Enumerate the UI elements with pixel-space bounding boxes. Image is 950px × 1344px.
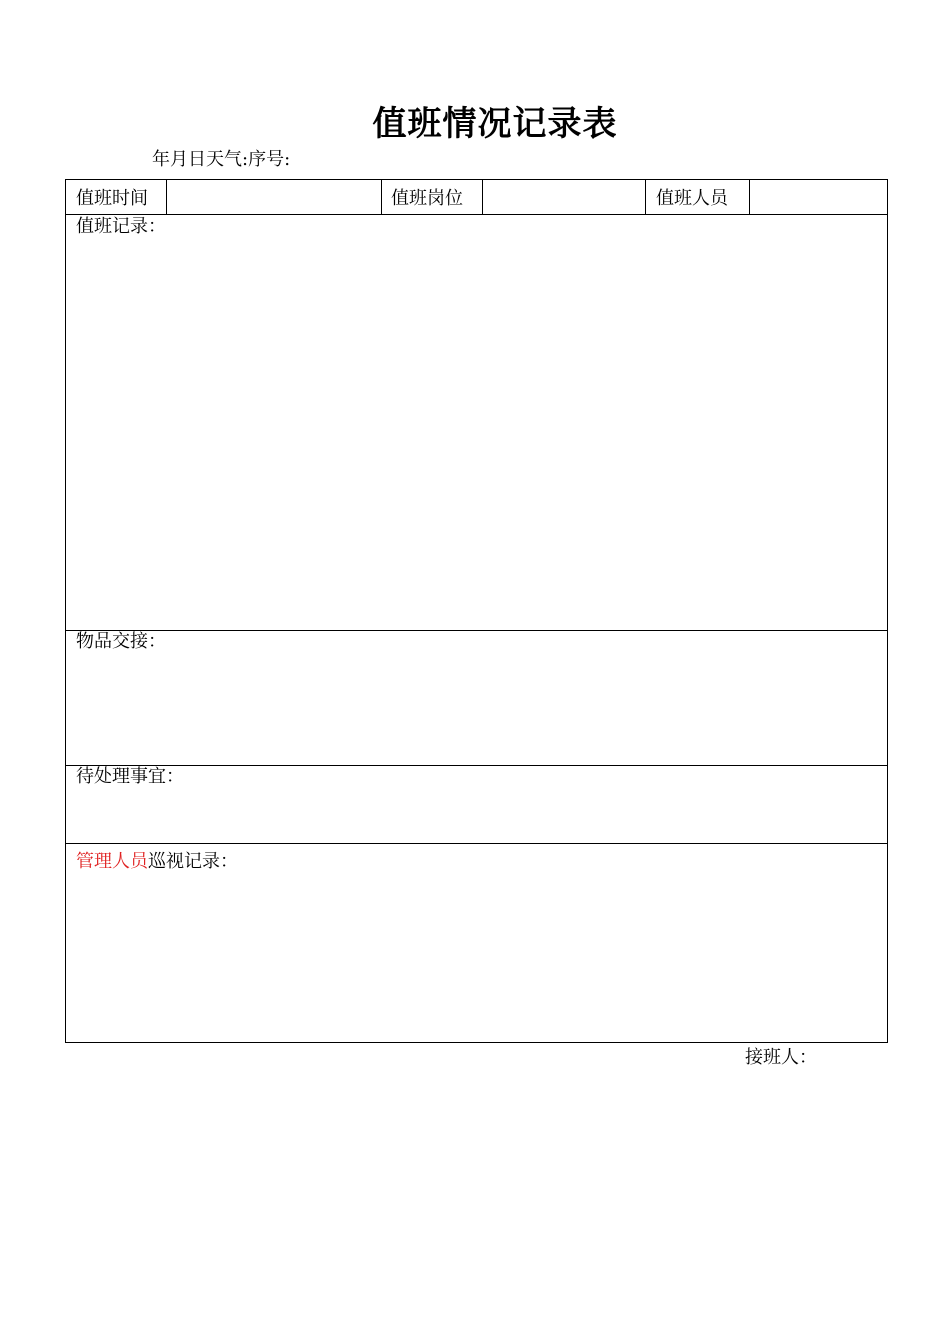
duty-post-label: 值班岗位 (391, 188, 463, 209)
pending-matters-area[interactable] (66, 791, 887, 843)
patrol-manager-label: 管理人员 (76, 851, 148, 872)
handover-area[interactable] (66, 656, 887, 765)
row-divider (66, 765, 887, 766)
patrol-record-label (76, 850, 238, 874)
handover-label: 物品交接： (76, 631, 166, 652)
row-divider (66, 843, 887, 844)
row-divider (66, 630, 887, 631)
pending-matters-label: 待处理事宜： (76, 766, 184, 787)
patrol-record-label-text: 巡视记录： (148, 851, 238, 872)
duty-record-area[interactable] (66, 240, 887, 630)
date-weather-serial-line: 年月日天气:序号: (152, 149, 291, 170)
duty-time-field[interactable] (167, 180, 381, 214)
duty-time-label: 值班时间 (76, 188, 148, 209)
row-divider (66, 214, 887, 215)
duty-record-label: 值班记录： (76, 216, 166, 237)
duty-staff-label: 值班人员 (656, 188, 728, 209)
duty-staff-field[interactable] (750, 180, 887, 214)
form-title: 值班情况记录表 (372, 104, 618, 144)
patrol-record-area[interactable] (66, 876, 887, 1042)
duty-record-form (65, 179, 888, 1043)
divider (645, 180, 646, 214)
receiver-label: 接班人： (745, 1047, 817, 1068)
duty-post-field[interactable] (483, 180, 645, 214)
divider (381, 180, 382, 214)
